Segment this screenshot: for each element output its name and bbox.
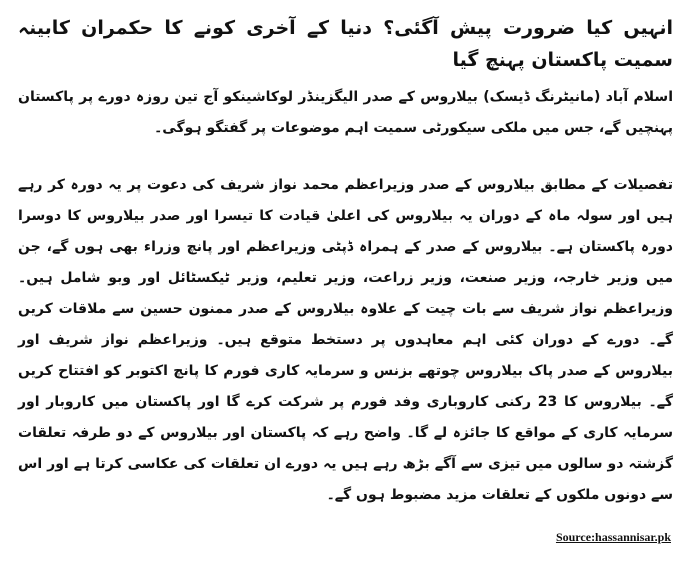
lead-paragraph: اسلام آباد (مانیٹرنگ ڈیسک) بیلاروس کے صدر الیگزینڈر لوکاشینکو آج تین روزہ دورے پر پاکستان پہنچیں گے، جس میں ملکی سیکورٹی سمیت اہم موضوعات پر گفتگو ہوگی۔: [18, 89, 673, 136]
body-paragraph: تفصیلات کے مطابق بیلاروس کے صدر وزیراعظم محمد نواز شریف کی دعوت پر یہ دورہ کر رہے ہیں اور سولہ ماہ کے دوران یہ بیلاروس کی اعلیٰ قیادت کا تیسرا اور صدر بیلاروس کا دوسرا دورہ پاکستان ہے۔ بیلاروس کے صدر کے ہمراہ ڈپٹی وزیراعظم اور پانچ وزراء بھی ہوں گے، جن میں وزیر خارجہ، وزیر صنعت، وزیر زراعت، وزیر تعلیم، وزیر ٹیکسٹائل اور وبو شامل ہیں۔ وزیراعظم نواز شریف سے بات چیت کے علاوہ بیلاروس کے صدر ممنون حسین سے ملاقات کریں گے۔ دورے کے دوران کئی اہم معاہدوں پر دستخط متوقع ہیں۔ وزیراعظم نواز شریف اور بیلاروس کے صدر پاک بیلاروس چوتھے بزنس و سرمایہ کاری فورم کا پانچ اکتوبر کو افتتاح کریں گے۔ بیلاروس کا 23 رکنی کاروباری وفد فورم پر شرکت کرے گا اور پاکستان میں کاروبار اور سرمایہ کاری کے مواقع کا جائزہ لے گا۔ واضح رہے کہ پاکستان اور بیلاروس کے دو طرفہ تعلقات گزشتہ دو سالوں میں تیزی سے آگے بڑھ رہے ہیں یہ دورے ان تعلقات کی عکاسی کرتا ہے اور اس سے دونوں ملکوں کے تعلقات مزید مضبوط ہوں گے۔: [18, 177, 674, 503]
article: [18, 12, 673, 511]
article-title: انہیں کیا ضرورت پیش آگئی؟ دنیا کے آخری کونے کا حکمران کابینہ سمیت پاکستان پہنچ گیا: [18, 17, 673, 71]
source-credit: Source:hassannisar.pk: [555, 530, 671, 544]
